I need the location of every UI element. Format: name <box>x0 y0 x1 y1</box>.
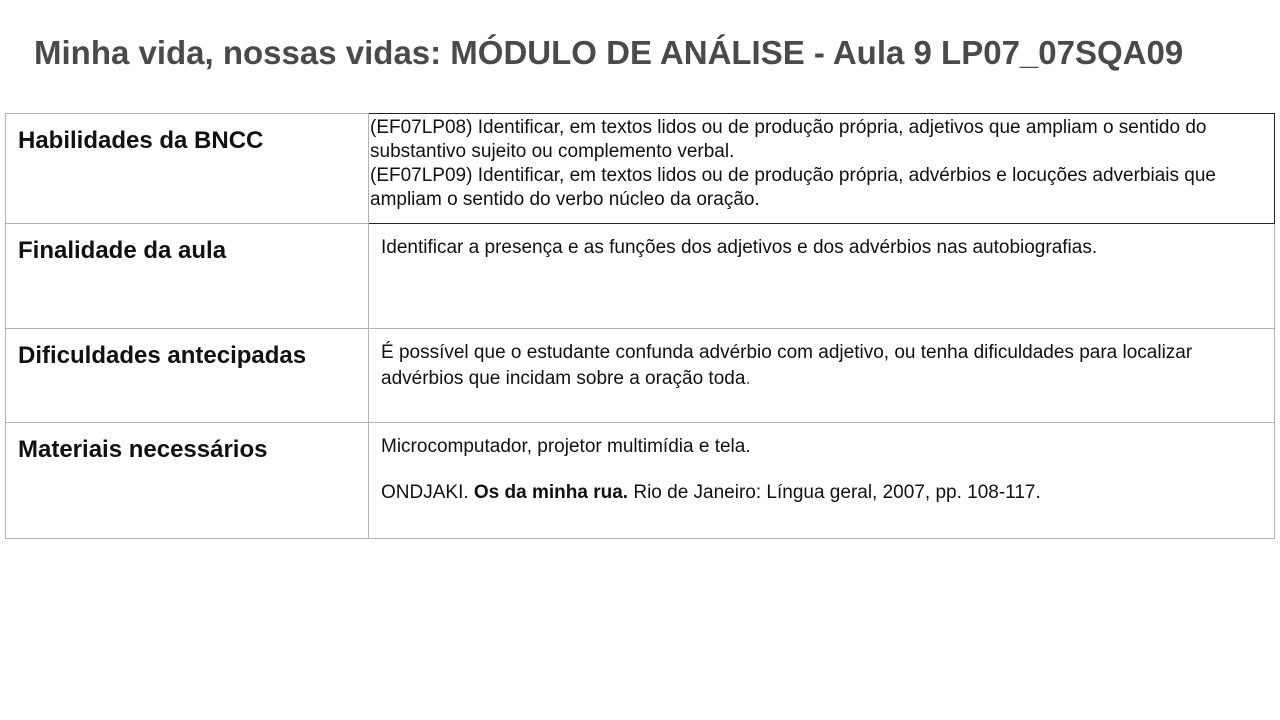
table-row-lesson-purpose <box>6 224 1275 329</box>
row-label-anticipated-difficulties: Dificuldades antecipadas <box>6 329 369 423</box>
reference-author: ONDJAKI. <box>381 482 474 503</box>
row-label-bncc-skills: Habilidades da BNCC <box>6 114 369 224</box>
skill-ef07lp08-text: (EF07LP08) Identificar, em textos lidos ou de produção própria, adjetivos que ampliam o sentido do substantivo sujeito ou complemento verbal. <box>370 117 1207 162</box>
anticipated-difficulties-text <box>381 340 1262 392</box>
lesson-plan-table <box>5 113 1275 539</box>
table-row-required-materials <box>6 423 1275 539</box>
reference-book-title: Os da minha rua. <box>473 482 629 503</box>
table-row-anticipated-difficulties <box>6 329 1275 423</box>
row-label-lesson-purpose: Finalidade da aula <box>6 224 369 329</box>
bibliographic-reference <box>381 480 1262 506</box>
slide-title: Minha vida, nossas vidas: MÓDULO DE ANÁLISE - Aula 9 LP07_07SQA09 <box>34 34 1184 71</box>
row-content-lesson-purpose <box>369 224 1275 329</box>
reference-publication-details: Rio de Janeiro: Língua geral, 2007, pp. 108-117. <box>628 482 1041 503</box>
table-row-bncc-skills <box>6 114 1275 224</box>
row-label-required-materials: Materiais necessários <box>6 423 369 539</box>
row-content-anticipated-difficulties <box>369 329 1275 423</box>
anticipated-difficulties-main: É possível que o estudante confunda advérbio com adjetivo, ou tenha dificuldades para localizar advérbios que incidam sobre a oração toda <box>381 342 1193 389</box>
row-content-required-materials <box>369 423 1275 539</box>
skill-ef07lp09-text: (EF07LP09) Identificar, em textos lidos ou de produção própria, advérbios e locuções adverbiais que ampliam o sentido do verbo núcleo da oração. <box>370 165 1216 210</box>
anticipated-difficulties-end: . <box>745 368 751 389</box>
materials-list-text: Microcomputador, projetor multimídia e tela. <box>381 436 751 457</box>
row-content-bncc-skills <box>369 114 1275 224</box>
lesson-purpose-text: Identificar a presença e as funções dos adjetivos e dos advérbios nas autobiografias. <box>381 237 1098 258</box>
